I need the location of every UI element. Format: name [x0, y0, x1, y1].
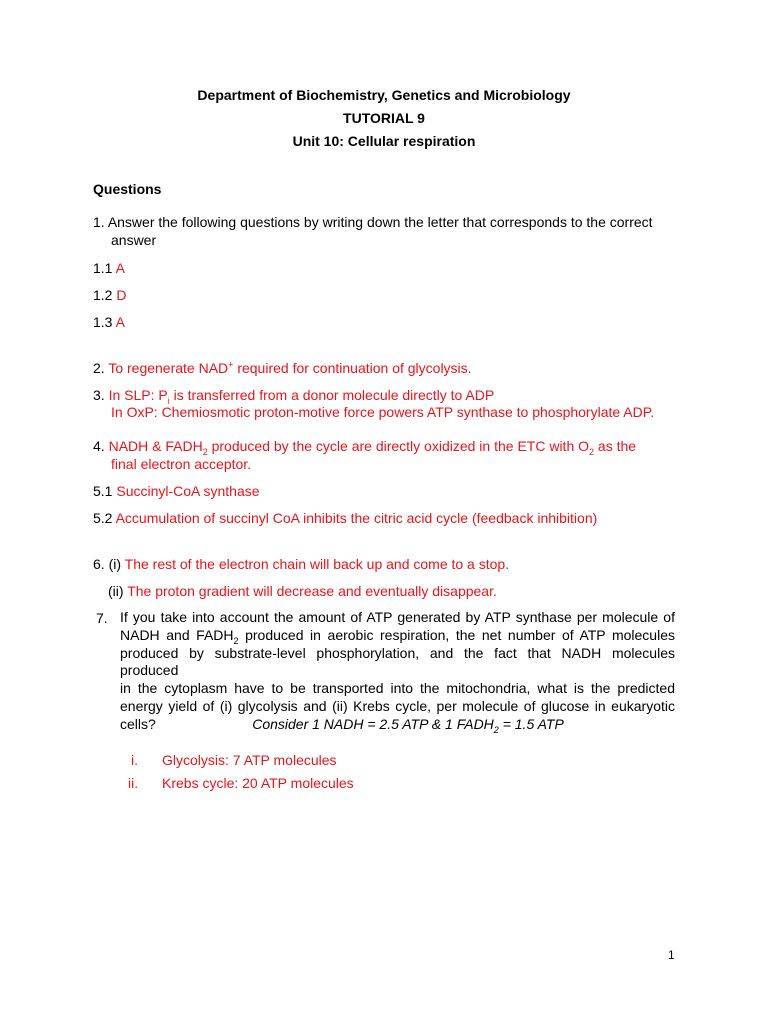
q7-line6: cells?	[120, 715, 156, 732]
q6-ii-row	[108, 582, 497, 600]
q4-answer: NADH & $FADH_2$ produced by the cycle are directly oxidized in the ETC with $O_2$ as the	[108, 438, 637, 457]
q6-i-label: (i)	[108, 556, 122, 572]
q2-answer: To regenerate NAD+ required for continuation of glycolysis.	[108, 359, 472, 376]
q6-i-answer: The rest of the electron chain will back up and come to a stop.	[124, 556, 510, 572]
q1-1-answer-row	[93, 259, 125, 277]
q4-number: 4.	[93, 438, 105, 454]
q1-3-answer: A	[115, 314, 125, 330]
q6-ii-answer: The proton gradient will decrease and eventually disappear.	[127, 583, 497, 599]
q3-number: 3.	[93, 387, 105, 403]
q7-number: 7.	[96, 610, 108, 626]
q3-oxp-answer: In OxP: Chemiosmotic proton-motive force powers ATP synthase to phosphorylate ADP.	[111, 404, 655, 420]
q7-line4: in the cytoplasm have to be transported into the mitochondria, what is the predicted	[120, 680, 675, 697]
q3-row	[93, 386, 494, 404]
q3-slp-answer: In SLP: $P_i$ is transferred from a donor molecule directly to ADP	[108, 387, 495, 406]
unit-title: Unit 10: Cellular respiration	[292, 133, 476, 149]
q1-prompt-line1: Answer the following questions by writing down the letter that corresponds to the correct	[107, 214, 653, 230]
q4-row	[93, 437, 636, 455]
q7-line3: produced by substrate-level phosphorylation, and the fact that NADH molecules produced	[120, 644, 675, 679]
q1-2-answer-row	[93, 286, 126, 304]
q7-consider-note: Consider 1 NADH = 2.5 ATP & 1 $FADH_2 = 1.5$ ATP	[252, 716, 564, 735]
q7-answer-i-label: i.	[131, 752, 138, 768]
q6-number: 6.	[93, 556, 105, 572]
tutorial-title: TUTORIAL 9	[343, 110, 425, 126]
q7-answer-ii: Krebs cycle: 20 ATP molecules	[162, 775, 354, 791]
q2-row	[93, 359, 472, 377]
department-title: Department of Biochemistry, Genetics and Microbiology	[197, 87, 571, 103]
q5-1-label: 5.1	[93, 483, 113, 499]
q7-answer-ii-label: ii.	[128, 775, 139, 791]
q1-number: 1.	[93, 214, 105, 230]
q1-1-answer: A	[115, 260, 125, 276]
q1-1-label: 1.1	[93, 260, 113, 276]
q1-3-answer-row	[93, 313, 125, 331]
q1-3-label: 1.3	[93, 314, 113, 330]
q4-answer-line2: final electron acceptor.	[111, 456, 252, 472]
q7-answer-i: Glycolysis: 7 ATP molecules	[162, 752, 337, 768]
q7-line2: NADH and $FADH_2$ produced in aerobic respiration, the net number of ATP molecules	[120, 626, 675, 646]
page-number: 1	[668, 948, 675, 962]
q7-line5: energy yield of (i) glycolysis and (ii) Krebs cycle, per molecule of glucose in eukaryotic	[120, 697, 675, 714]
q1-2-label: 1.2	[93, 287, 113, 303]
q2-number: 2.	[93, 360, 105, 376]
q5-2-row	[93, 509, 597, 527]
q5-2-label: 5.2	[93, 510, 113, 526]
questions-heading: Questions	[93, 181, 162, 197]
q5-1-answer: Succinyl-CoA synthase	[116, 483, 260, 499]
q5-1-row	[93, 482, 260, 500]
q1-prompt	[93, 213, 653, 231]
q6-ii-label: (ii)	[108, 583, 124, 599]
q6-i-row	[93, 555, 509, 573]
q7-line1: If you take into account the amount of ATP generated by ATP synthase per molecule of	[120, 609, 675, 625]
q1-prompt-line2: answer	[111, 232, 157, 248]
q1-2-answer: D	[116, 287, 127, 303]
q5-2-answer: Accumulation of succinyl CoA inhibits the citric acid cycle (feedback inhibition)	[115, 510, 598, 526]
